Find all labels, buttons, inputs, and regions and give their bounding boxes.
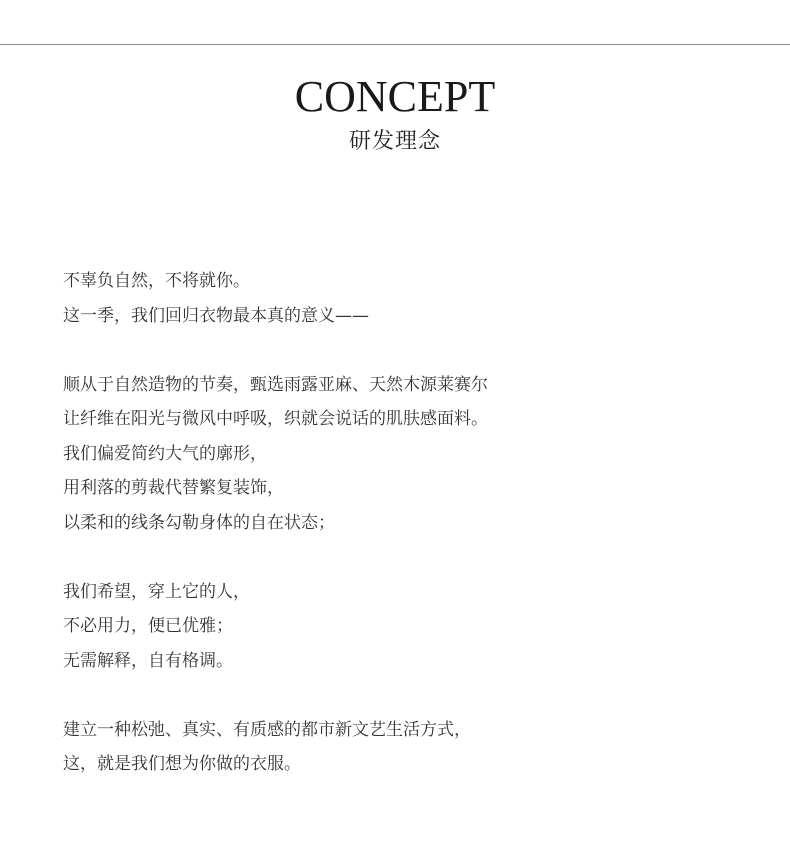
paragraph-spacer: [63, 540, 753, 575]
paragraph-2: [63, 368, 753, 541]
text-line: 让纤维在阳光与微风中呼吸，织就会说话的肌肤感面料。: [63, 409, 488, 429]
text-line: 不辜负自然，不将就你。: [63, 271, 250, 291]
concept-heading: [0, 74, 790, 156]
text-line: 以柔和的线条勾勒身体的自在状态；: [63, 512, 335, 533]
text-line: 不必用力，便已优雅；: [63, 616, 233, 636]
concept-body: [63, 264, 753, 782]
text-line: 这，就是我们想为你做的衣服。: [63, 754, 301, 774]
paragraph-1: [63, 264, 753, 333]
text-line: 顺从于自然造物的节奏，甄选雨露亚麻、天然木源莱赛尔: [63, 374, 488, 395]
text-line: 无需解释，自有格调。: [63, 650, 233, 671]
paragraph-3: [63, 575, 753, 679]
title-english: CONCEPT: [294, 72, 496, 121]
text-line: 建立一种松弛、真实、有质感的都市新文艺生活方式，: [63, 719, 471, 740]
text-line: 用利落的剪裁代替繁复装饰，: [63, 478, 284, 498]
text-line: 我们希望，穿上它的人，: [63, 581, 250, 602]
paragraph-spacer: [63, 678, 753, 713]
paragraph-4: [63, 713, 753, 782]
paragraph-spacer: [63, 333, 753, 368]
text-line: 我们偏爱简约大气的廓形，: [63, 443, 267, 464]
title-chinese: 研发理念: [348, 129, 441, 154]
text-line: 这一季，我们回归衣物最本真的意义——: [63, 305, 369, 326]
top-divider: [0, 44, 790, 45]
